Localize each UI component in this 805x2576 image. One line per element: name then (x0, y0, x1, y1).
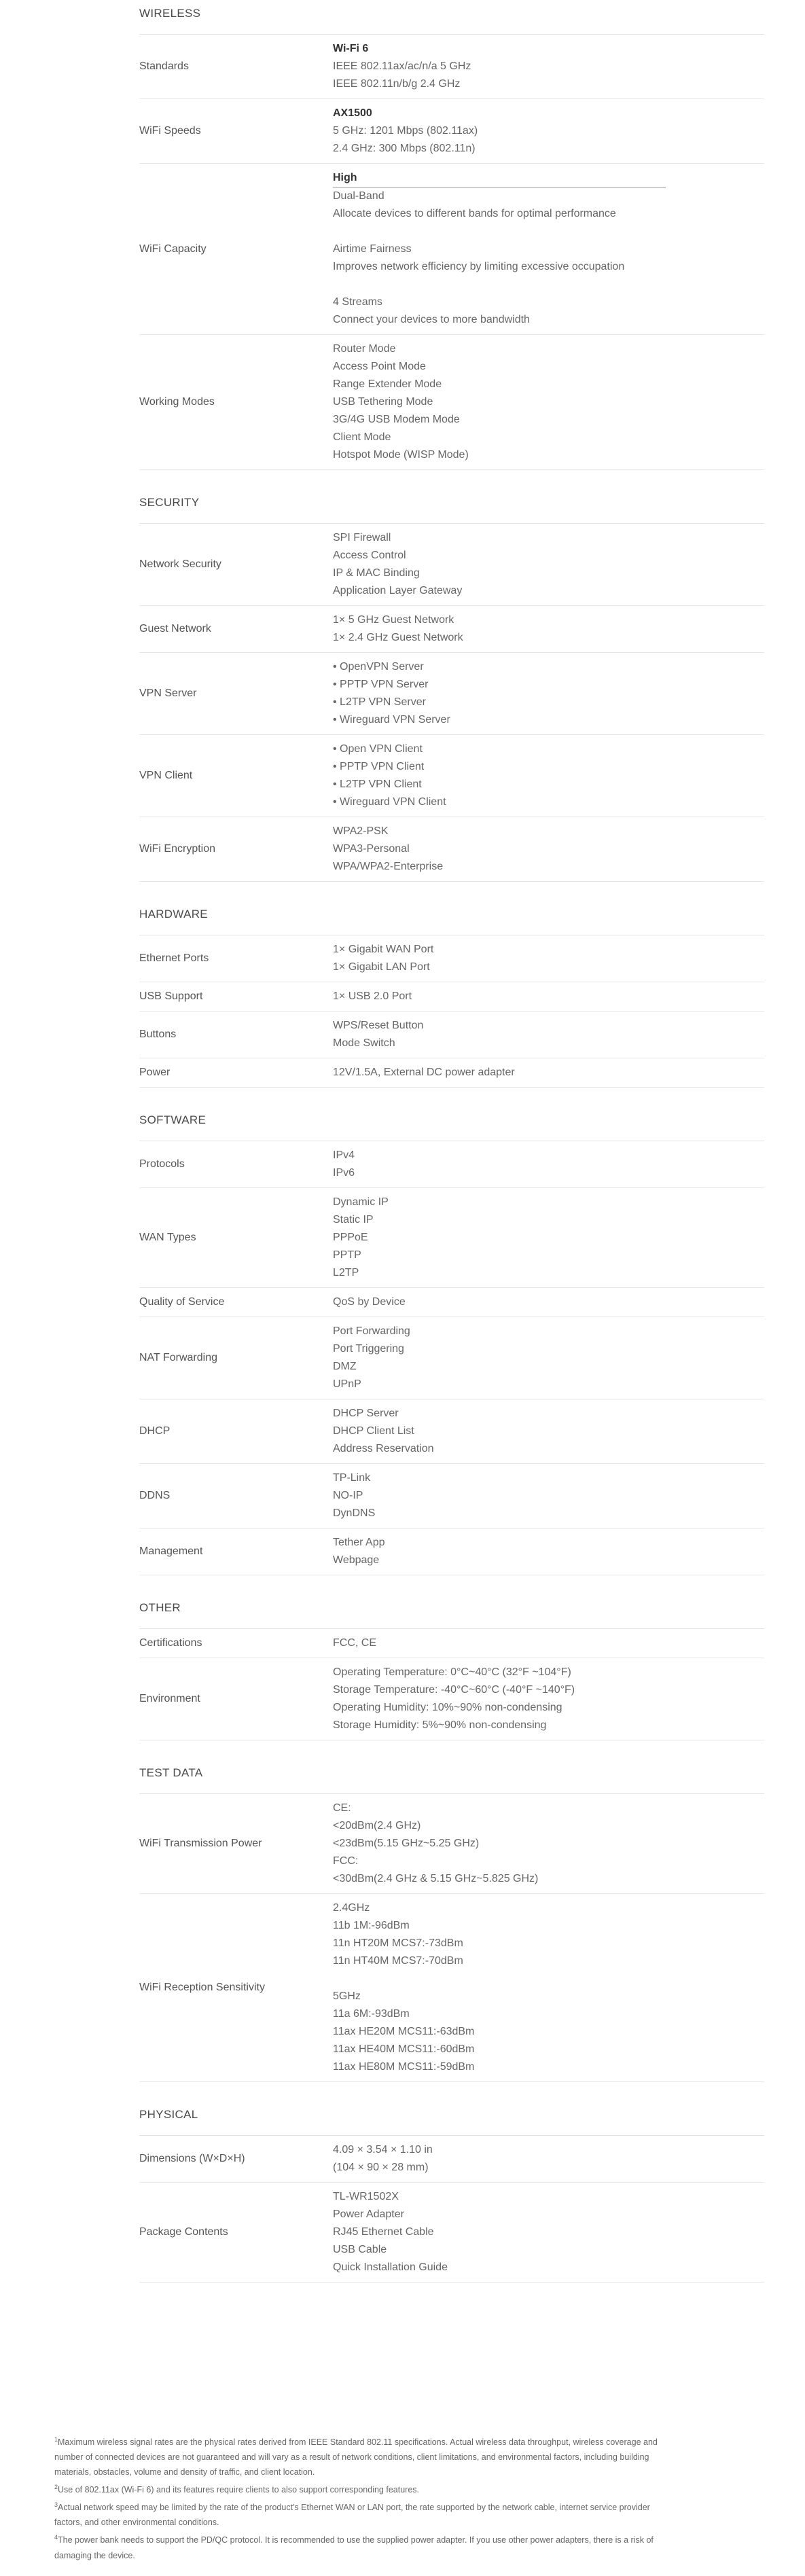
spec-value: WPA/WPA2-Enterprise (333, 861, 444, 872)
spec-value: Address Reservation (333, 1443, 434, 1454)
spec-values (333, 1194, 764, 1282)
spec-value: • PPTP VPN Server (333, 679, 429, 690)
spec-row (139, 2136, 764, 2183)
spec-label: DHCP (139, 1425, 171, 1437)
footnote-text: Use of 802.11ax (Wi-Fi 6) and its features require clients to also support corresponding features. (58, 2485, 419, 2495)
spec-row (139, 1399, 764, 1464)
section-security (0, 489, 805, 882)
spec-value: WPS/Reset Button (333, 1020, 424, 1031)
spec-value: Wi-Fi 6 (333, 43, 369, 54)
spec-label: Dimensions (W×D×H) (139, 2153, 245, 2164)
spec-value: IEEE 802.11n/b/g 2.4 GHz (333, 78, 461, 90)
spec-value: Storage Humidity: 5%~90% non-condensing (333, 1719, 547, 1731)
spec-value: CE: (333, 1802, 351, 1814)
spec-value: IPv6 (333, 1167, 355, 1179)
section-title (139, 0, 764, 35)
spec-value: Application Layer Gateway (333, 585, 463, 596)
spec-label: Ethernet Ports (139, 952, 209, 964)
spec-value: 4 Streams (333, 296, 382, 308)
spec-row (139, 1794, 764, 1894)
spec-row (139, 606, 764, 653)
spec-label: Network Security (139, 558, 221, 570)
spec-values (333, 2141, 764, 2177)
spec-values (333, 2188, 764, 2276)
spec-value: 11b 1M:-96dBm (333, 1920, 410, 1931)
spec-value: 5 GHz: 1201 Mbps (802.11ax) (333, 125, 478, 137)
spec-row (139, 735, 764, 817)
spec-row (139, 1528, 764, 1575)
spec-values (333, 1323, 764, 1393)
footnote-line (54, 2548, 754, 2563)
spec-value: • Wireguard VPN Server (333, 714, 450, 726)
spec-value: Storage Temperature: -40°C~60°C (-40°F ~140°F) (333, 1684, 575, 1696)
spacer (333, 276, 764, 293)
spec-value: • OpenVPN Server (333, 661, 424, 673)
spec-row (139, 99, 764, 164)
spec-value: NO-IP (333, 1490, 363, 1501)
spec-row (139, 1317, 764, 1399)
footnote-text: Maximum wireless signal rates are the physical rates derived from IEEE Standard 802.11 specifications. Actual wireless data throughput, wireless coverage and (58, 2437, 658, 2448)
spec-value: • L2TP VPN Server (333, 696, 426, 708)
section-hardware (0, 901, 805, 1088)
section-title-text: OTHER (139, 1601, 181, 1614)
footnote-marker: 4 (54, 2534, 58, 2541)
spec-row (139, 1288, 764, 1317)
spec-label: USB Support (139, 990, 203, 1002)
spec-value: Client Mode (333, 431, 391, 443)
spec-value: 5GHz (333, 1990, 361, 2002)
spec-label: WiFi Transmission Power (139, 1838, 262, 1849)
section-test-data (0, 1759, 805, 2082)
footnote-line (54, 2497, 754, 2515)
spec-value: • Wireguard VPN Client (333, 796, 446, 808)
footnote-marker: 3 (54, 2501, 58, 2509)
spec-value: 2.4 GHz: 300 Mbps (802.11n) (333, 143, 476, 154)
section-title-text: HARDWARE (139, 908, 208, 920)
section-other (0, 1594, 805, 1740)
spec-label: WiFi Encryption (139, 843, 216, 855)
spec-row (139, 653, 764, 735)
spec-value: FCC, CE (333, 1637, 376, 1649)
footnote-marker: 1 (54, 2436, 58, 2443)
spec-label: Protocols (139, 1158, 185, 1170)
spec-value: Power Adapter (333, 2208, 404, 2220)
spec-row (139, 524, 764, 606)
spec-value: 11n HT40M MCS7:-70dBm (333, 1955, 463, 1967)
spec-row (139, 817, 764, 882)
spec-value: Hotspot Mode (WISP Mode) (333, 449, 469, 461)
spec-values (333, 1800, 764, 1888)
spec-value: Mode Switch (333, 1037, 395, 1049)
spec-label: NAT Forwarding (139, 1352, 217, 1363)
spec-value: Port Triggering (333, 1343, 404, 1355)
spec-value: <20dBm(2.4 GHz) (333, 1820, 421, 1831)
spec-value: DynDNS (333, 1507, 376, 1519)
spec-value: Dual-Band (333, 190, 384, 202)
spec-values (333, 1064, 764, 1081)
section-title (139, 1594, 764, 1629)
section-title-text: SOFTWARE (139, 1113, 207, 1126)
spec-values (333, 1634, 764, 1652)
spec-value: 3G/4G USB Modem Mode (333, 414, 460, 425)
spec-value: IP & MAC Binding (333, 567, 420, 579)
spec-values (333, 611, 764, 647)
spec-values (333, 529, 764, 600)
spec-row (139, 1658, 764, 1740)
spec-value: 1× Gigabit LAN Port (333, 961, 430, 973)
spec-value: Allocate devices to different bands for optimal performance (333, 208, 616, 219)
spec-values (333, 1899, 764, 2076)
spec-label: DDNS (139, 1490, 171, 1501)
spec-value: IPv4 (333, 1149, 355, 1161)
spec-row (139, 1058, 764, 1088)
spec-value: IEEE 802.11ax/ac/n/a 5 GHz (333, 60, 471, 72)
spec-value: Webpage (333, 1554, 380, 1566)
footnote-line (54, 2432, 754, 2450)
spec-row (139, 35, 764, 99)
section-title-text: WIRELESS (139, 7, 201, 20)
spec-value: USB Tethering Mode (333, 396, 433, 408)
spec-row (139, 1894, 764, 2082)
spec-value: L2TP (333, 1267, 359, 1278)
spec-values (333, 823, 764, 876)
spec-value: 11ax HE80M MCS11:-59dBm (333, 2061, 475, 2073)
spec-label: VPN Server (139, 687, 197, 699)
spec-value: (104 × 90 × 28 mm) (333, 2162, 429, 2173)
spec-value: SPI Firewall (333, 532, 391, 543)
spec-value: AX1500 (333, 107, 372, 119)
section-software (0, 1107, 805, 1575)
spec-value: High (333, 169, 666, 187)
spec-value: Access Control (333, 550, 406, 561)
section-wireless (0, 0, 805, 470)
spec-value: Operating Humidity: 10%~90% non-condensing (333, 1702, 562, 1713)
spec-value: Operating Temperature: 0°C~40°C (32°F ~104°F) (333, 1666, 571, 1678)
spec-value: Dynamic IP (333, 1196, 389, 1208)
spec-label: VPN Client (139, 770, 193, 781)
spec-values (333, 740, 764, 811)
spec-label: Standards (139, 60, 189, 72)
spec-label: Package Contents (139, 2226, 228, 2238)
spec-value: Improves network efficiency by limiting excessive occupation (333, 261, 625, 272)
spec-value: 1× Gigabit WAN Port (333, 944, 434, 955)
spec-values (333, 988, 764, 1005)
spec-value: UPnP (333, 1378, 361, 1390)
spec-label: Guest Network (139, 623, 211, 634)
spec-value: RJ45 Ethernet Cable (333, 2226, 434, 2238)
spec-label: Management (139, 1545, 203, 1557)
spec-value: 1× 2.4 GHz Guest Network (333, 632, 463, 643)
spec-label: Buttons (139, 1028, 177, 1040)
spec-row (139, 335, 764, 470)
footnote-text: factors, and other environmental conditions. (54, 2518, 219, 2528)
spec-value: DHCP Client List (333, 1425, 414, 1437)
spec-row (139, 1012, 764, 1058)
spec-values (333, 169, 764, 329)
spec-values (333, 1293, 764, 1311)
spec-value: PPPoE (333, 1232, 368, 1243)
section-title (139, 489, 764, 524)
spec-values (333, 1405, 764, 1458)
footnote-text: The power bank needs to support the PD/QC protocol. It is recommended to use the supplied power adapter. If you use other power adapters, there is a risk of (58, 2535, 654, 2545)
spec-label: WiFi Reception Sensitivity (139, 1982, 265, 1993)
section-title (139, 1759, 764, 1794)
spec-values (333, 658, 764, 729)
spec-value: Access Point Mode (333, 361, 426, 372)
section-title-text: SECURITY (139, 496, 200, 509)
spec-value: Static IP (333, 1214, 374, 1226)
spec-value: 11n HT20M MCS7:-73dBm (333, 1937, 463, 1949)
spec-row (139, 1188, 764, 1288)
spec-value: 1× USB 2.0 Port (333, 990, 412, 1002)
spec-value: Connect your devices to more bandwidth (333, 314, 530, 325)
spec-row (139, 164, 764, 335)
footnote-line (54, 2480, 754, 2497)
spec-row (139, 2183, 764, 2283)
spec-label: WiFi Capacity (139, 243, 207, 255)
spec-value: Port Forwarding (333, 1325, 410, 1337)
spec-row (139, 935, 764, 982)
footnote-line (54, 2530, 754, 2547)
spec-value: QoS by Device (333, 1296, 406, 1308)
footnote-text: Actual network speed may be limited by the rate of the product's Ethernet WAN or LAN port, the rate supported by the network cable, internet service provider (58, 2503, 650, 2513)
footnote-marker: 2 (54, 2484, 58, 2491)
spec-value: DHCP Server (333, 1408, 399, 1419)
spec-value: USB Cable (333, 2244, 387, 2255)
spec-value: • L2TP VPN Client (333, 779, 422, 790)
spec-values (333, 1469, 764, 1522)
spec-value: 12V/1.5A, External DC power adapter (333, 1067, 515, 1078)
section-title (139, 1107, 764, 1141)
spec-value: 2.4GHz (333, 1902, 370, 1914)
spec-values (333, 1664, 764, 1734)
section-title (139, 901, 764, 935)
spec-value: 11ax HE20M MCS11:-63dBm (333, 2026, 475, 2037)
spec-value: Airtime Fairness (333, 243, 412, 255)
spec-value: WPA3-Personal (333, 843, 410, 855)
spec-values (333, 40, 764, 93)
section-title-text: TEST DATA (139, 1766, 203, 1779)
spec-values (333, 1017, 764, 1052)
spec-value: PPTP (333, 1249, 361, 1261)
spec-value: WPA2-PSK (333, 825, 389, 837)
spec-values (333, 105, 764, 158)
spec-value: TP-Link (333, 1472, 371, 1484)
spec-values (333, 1147, 764, 1182)
spec-label: Environment (139, 1693, 200, 1704)
spec-label: Quality of Service (139, 1296, 225, 1308)
spec-value: Router Mode (333, 343, 396, 355)
footnote-text: materials, obstacles, volume and density of traffic, and client location. (54, 2467, 315, 2477)
spec-label: Working Modes (139, 396, 215, 408)
spec-value: <23dBm(5.15 GHz~5.25 GHz) (333, 1838, 480, 1849)
spec-row (139, 982, 764, 1012)
spec-value: <30dBm(2.4 GHz & 5.15 GHz~5.825 GHz) (333, 1873, 539, 1884)
spacer (333, 223, 764, 240)
spec-value: TL-WR1502X (333, 2191, 399, 2202)
section-physical (0, 2101, 805, 2283)
spec-row (139, 1464, 764, 1528)
spec-value: 11ax HE40M MCS11:-60dBm (333, 2043, 475, 2055)
spec-value: Tether App (333, 1537, 385, 1548)
spec-value: FCC: (333, 1855, 359, 1867)
spec-row (139, 1629, 764, 1658)
section-title-text: PHYSICAL (139, 2108, 198, 2121)
spec-row (139, 1141, 764, 1188)
spec-value: DMZ (333, 1361, 357, 1372)
spec-value: 4.09 × 3.54 × 1.10 in (333, 2144, 433, 2155)
footnotes (54, 2432, 754, 2563)
spec-value: Range Extender Mode (333, 378, 442, 390)
spacer (333, 1970, 764, 1988)
spec-label: WiFi Speeds (139, 125, 201, 137)
footnote-line (54, 2450, 754, 2465)
footnote-text: damaging the device. (54, 2550, 135, 2560)
spec-values (333, 340, 764, 464)
spec-label: WAN Types (139, 1232, 196, 1243)
spec-value: • Open VPN Client (333, 743, 423, 755)
spec-value: Quick Installation Guide (333, 2261, 448, 2273)
footnote-line (54, 2515, 754, 2530)
spec-values (333, 1534, 764, 1569)
spec-value: 11a 6M:-93dBm (333, 2008, 410, 2020)
spec-values (333, 941, 764, 976)
footnote-line (54, 2465, 754, 2480)
spec-label: Power (139, 1067, 171, 1078)
spec-value: 1× 5 GHz Guest Network (333, 614, 454, 626)
section-title (139, 2101, 764, 2136)
spec-label: Certifications (139, 1637, 202, 1649)
footnote-text: number of connected devices are not guaranteed and will vary as a result of network conditions, client limitations, and environmental factors, including building (54, 2452, 649, 2463)
spec-value: • PPTP VPN Client (333, 761, 425, 772)
